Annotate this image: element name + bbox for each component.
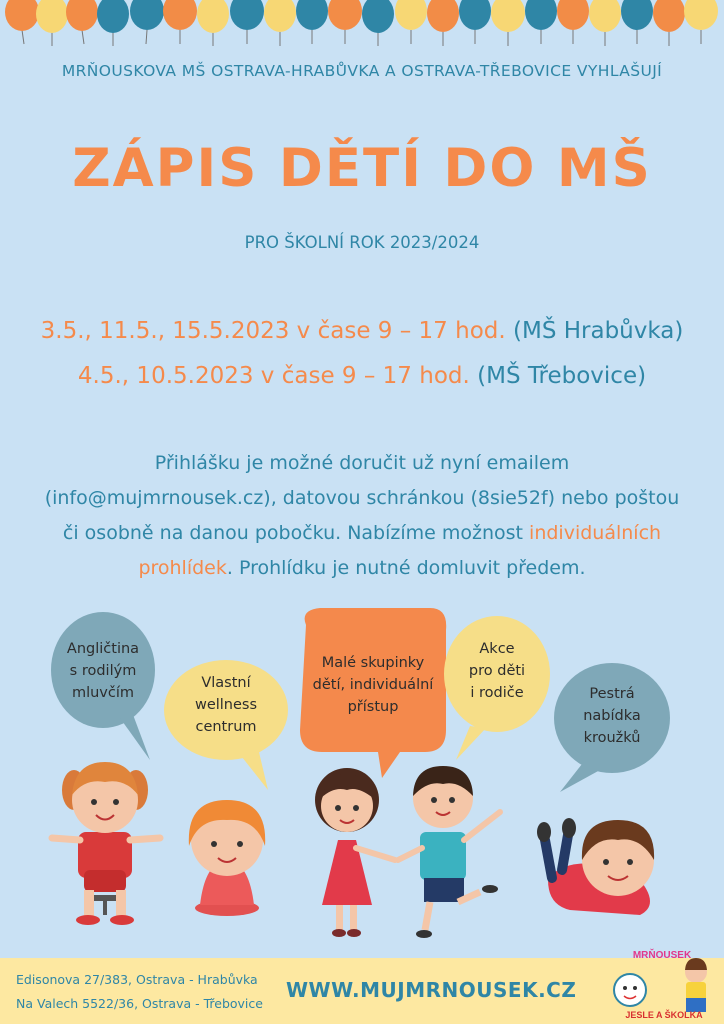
school-year: PRO ŠKOLNÍ ROK 2023/2024: [244, 233, 480, 252]
info-text-1: Přihlášku je možné doručit už nyní emailem (info@mujmrnousek.cz), datovou schránkou (8sie52f) nebo poštou či osobně na danou pobočku. Nabízíme možnost: [44, 452, 680, 544]
bubble-events: [450, 638, 544, 704]
bubble-english-line2: s rodilým: [69, 663, 137, 679]
bubble-wellness-line3: centrum: [195, 719, 257, 735]
bubble-events-line1: Akce: [479, 641, 515, 657]
date-line-trebovice-where: (MŠ Třebovice): [469, 363, 647, 389]
logo-subtitle: JESLE A ŠKOLKA: [625, 1010, 703, 1020]
address-trebovice: Na Valech 5522/36, Ostrava - Třebovice: [16, 996, 263, 1011]
sitting-girl-icon: [189, 800, 265, 916]
bubble-wellness-line1: Vlastní: [201, 675, 251, 691]
bubble-events-line2: pro děti: [468, 663, 526, 679]
bubble-english-line1: Angličtina: [66, 641, 140, 657]
bubble-small-groups-line3: přístup: [347, 699, 399, 715]
girl-on-chair-icon: [52, 762, 160, 925]
logo-name: MRŇOUSEK: [632, 950, 692, 961]
boy-icon: [398, 766, 500, 938]
bubble-clubs: [560, 683, 664, 749]
info-text-2: . Prohlídku je nutné domluvit předem.: [226, 557, 586, 579]
page-title: ZÁPIS DĚTÍ DO MŠ: [72, 138, 652, 199]
info-highlight: individuálních prohlídek: [138, 522, 662, 579]
date-line-hrabuvka-where: (MŠ Hrabůvka): [505, 318, 684, 344]
bubble-clubs-line2: nabídka: [583, 708, 641, 724]
organizer-heading: MRŇOUSKOVA MŠ OSTRAVA-HRABŮVKA A OSTRAVA-TŘEBOVICE VYHLAŠUJÍ: [61, 62, 663, 80]
bubble-clubs-line3: kroužků: [583, 730, 641, 746]
bubble-small-groups: [300, 652, 446, 718]
bubble-events-line3: i rodiče: [470, 685, 524, 701]
date-line-trebovice-when: 4.5., 10.5.2023 v čase 9 – 17 hod.: [77, 363, 470, 389]
bubble-small-groups-line2: dětí, individuální: [312, 677, 434, 693]
website-link[interactable]: WWW.MUJMRNOUSEK.CZ: [286, 978, 577, 1002]
address-hrabuvka: Edisonova 27/383, Ostrava - Hrabůvka: [16, 972, 258, 987]
bubble-english-line3: mluvčím: [71, 685, 135, 701]
standing-girl-icon: [315, 768, 395, 937]
date-line-hrabuvka-when: 3.5., 11.5., 15.5.2023 v čase 9 – 17 hod.: [40, 318, 506, 344]
bubble-small-groups-line1: Malé skupinky: [321, 655, 425, 671]
lying-boy-icon: [537, 818, 654, 915]
bubble-wellness: [170, 672, 282, 738]
bubble-english: [56, 638, 150, 704]
mrnousek-logo: [612, 946, 718, 1022]
bubble-clubs-line1: Pestrá: [589, 686, 635, 702]
bubble-wellness-line2: wellness: [194, 697, 258, 713]
